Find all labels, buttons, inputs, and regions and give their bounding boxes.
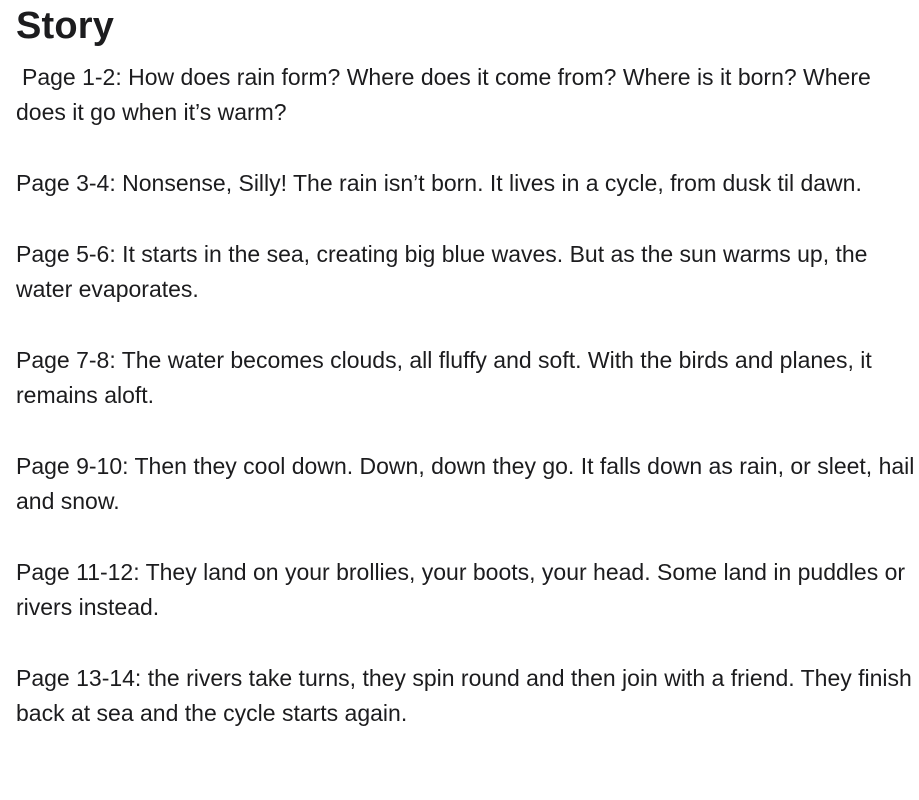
story-paragraph-page-5-6: Page 5-6: It starts in the sea, creating big blue waves. But as the sun warms up, the water evaporates. bbox=[16, 241, 868, 302]
story-document bbox=[0, 4, 919, 800]
story-paragraph-page-7-8: Page 7-8: The water becomes clouds, all fluffy and soft. With the birds and planes, it remains aloft. bbox=[16, 347, 872, 408]
story-paragraph-page-1-2: Page 1-2: How does rain form? Where does it come from? Where is it born? Where does it go when it’s warm? bbox=[16, 64, 871, 125]
story-paragraph-page-3-4: Page 3-4: Nonsense, Silly! The rain isn’t born. It lives in a cycle, from dusk til dawn. bbox=[16, 170, 862, 196]
page-title: Story bbox=[16, 5, 115, 47]
story-paragraph-page-13-14: Page 13-14: the rivers take turns, they spin round and then join with a friend. They finish back at sea and the cycle starts again. bbox=[16, 665, 912, 726]
story-paragraph-page-11-12: Page 11-12: They land on your brollies, your boots, your head. Some land in puddles or rivers instead. bbox=[16, 559, 906, 620]
story-paragraph-page-9-10: Page 9-10: Then they cool down. Down, down they go. It falls down as rain, or sleet, hail and snow. bbox=[16, 453, 915, 514]
story-paragraphs bbox=[16, 60, 919, 731]
